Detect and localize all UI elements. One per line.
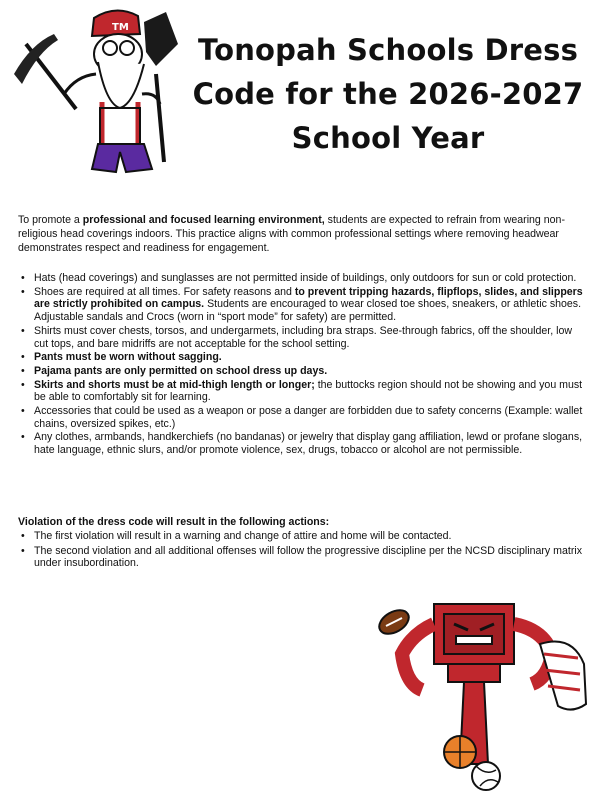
rule-shoes-text-1: Shoes are required at all times. For safety reasons and [34, 285, 295, 298]
violation-actions-list [18, 530, 588, 572]
rule-pants [18, 351, 588, 364]
violation-second-text: The second violation and all additional offenses will follow the progressive discipline per the NCSD disciplinary matrix under insubordination. [34, 544, 583, 570]
page-title [188, 28, 588, 160]
intro-bold: professional and focused learning environment, [82, 214, 325, 226]
title-line-2: Code for the 2026-2027 [192, 77, 584, 111]
rule-hats [18, 272, 588, 285]
rule-accessories-text: Accessories that could be used as a weapon or pose a danger are forbidden due to safety concerns (Example: wallet chains, oversized spikes, etc.) [34, 405, 583, 430]
violation-first [18, 530, 588, 543]
intro-text-1: To promote a [18, 214, 83, 226]
rule-pajama [18, 365, 588, 378]
miner-mascot-image [6, 4, 186, 174]
rule-gang-text: Any clothes, armbands, handkerchiefs (no bandanas) or jewelry that display gang affiliation, lewd or profane slogans, hate language, ethnic slurs, and/or promote violence, sex, drugs, tobacco or alcohol are not permissible. [34, 431, 583, 457]
rule-shoes-bold: to prevent tripping hazards, flipflops, slides, and slippers are strictly prohibited on campus. [34, 285, 583, 311]
rule-shirts [18, 325, 588, 350]
intro-paragraph [18, 213, 588, 256]
rule-hats-text: Hats (head coverings) and sunglasses are not permitted inside of buildings, only outdoors for sun or cold protection. [34, 272, 577, 284]
rule-shoes [18, 286, 588, 324]
rule-pants-text: Pants must be worn without sagging. [34, 351, 222, 364]
title-line-3: School Year [291, 121, 485, 155]
title-line-1: Tonopah Schools Dress [197, 33, 579, 67]
intro-text-2: students are expected to refrain from wearing non-religious head coverings indoors. This practice aligns with common professional settings where removing headwear demonstrates respect and readiness for engagement. [18, 214, 565, 255]
rule-skirts-text: the buttocks region should not be showing and you must be able to comfortably sit for learning. [34, 378, 583, 404]
dress-code-rules-list [18, 272, 588, 458]
violation-second [18, 545, 588, 570]
rule-gang [18, 431, 588, 456]
rule-accessories [18, 405, 588, 430]
rule-skirts [18, 379, 588, 404]
rule-shoes-text-2: Students are encouraged to wear closed toe shoes, sneakers, or athletic shoes. Adjustable sandals and Crocs (worn in “sport mode” for safety) are permitted. [34, 298, 582, 324]
rule-shirts-text: Shirts must cover chests, torsos, and undergarmets, including bra straps. See-through fabrics, off the shoulder, low cut tops, and bare midriffs are not acceptable for the school setting. [34, 324, 572, 350]
rule-skirts-bold: Skirts and shorts must be at mid-thigh length or longer; [34, 378, 315, 391]
hat-logo-text: TM [112, 22, 129, 33]
robot-mascot-image [372, 594, 598, 794]
violation-heading: Violation of the dress code will result in the following actions: [18, 516, 330, 528]
violation-first-text: The first violation will result in a warning and change of attire and home will be contacted. [34, 530, 452, 542]
rule-pajama-text: Pajama pants are only permitted on school dress up days. [34, 364, 328, 377]
